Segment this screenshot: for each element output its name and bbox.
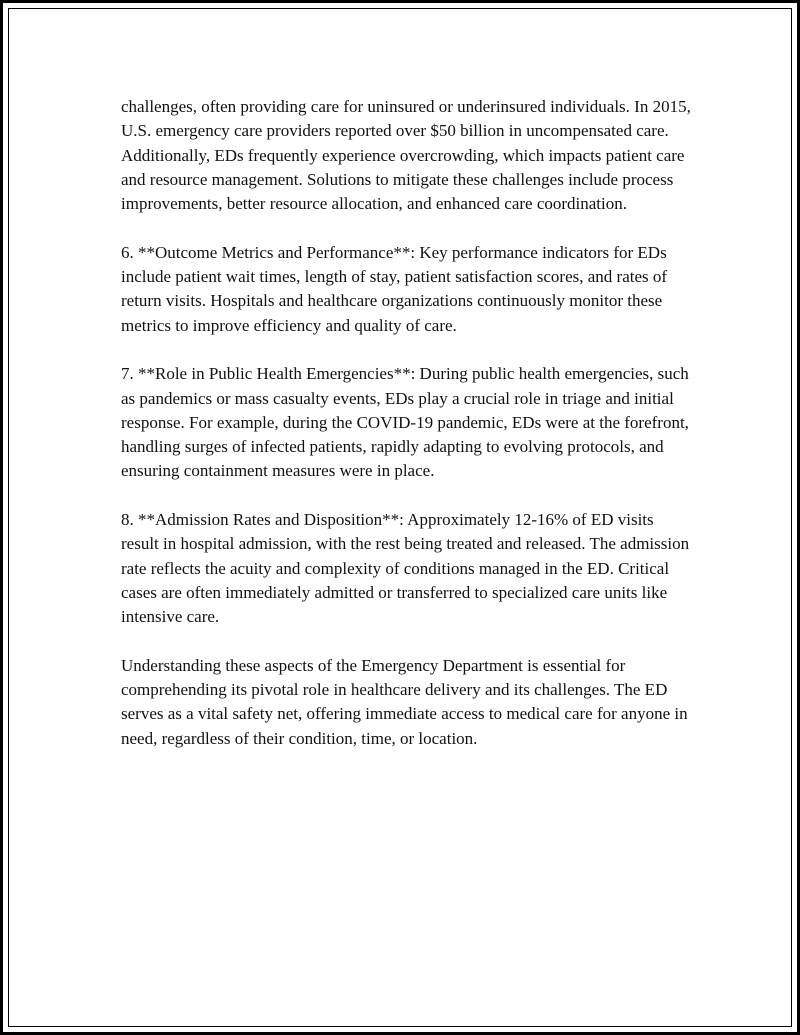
- paragraph-public-health: 7. **Role in Public Health Emergencies**: During public health emergencies, such as pandemics or mass casualty events, EDs play a crucial role in triage and initial response. For example, during the COVID-19 pandemic, EDs were at the forefront, handling surges of infected patients, rapidly adapting to evolving protocols, and ensuring containment measures were in place.: [121, 364, 689, 481]
- paragraph-conclusion: Understanding these aspects of the Emergency Department is essential for comprehending its pivotal role in healthcare delivery and its challenges. The ED serves as a vital safety net, offering immediate access to medical care for anyone in need, regardless of their condition, time, or location.: [121, 655, 688, 748]
- paragraph-outcome-metrics: 6. **Outcome Metrics and Performance**: Key performance indicators for EDs include patient wait times, length of stay, patient satisfaction scores, and rates of return visits. Hospitals and healthcare organizations continuously monitor these metrics to improve efficiency and quality of care.: [121, 242, 668, 335]
- document-body: [121, 95, 691, 775]
- paragraph-challenges: challenges, often providing care for uninsured or underinsured individuals. In 2015, U.S. emergency care providers reported over $50 billion in uncompensated care. Additionally, EDs frequently experience overcrowding, which impacts patient care and resource management. Solutions to mitigate these challenges include process improvements, better resource allocation, and enhanced care coordination.: [121, 97, 691, 214]
- paragraph-admission-rates: 8. **Admission Rates and Disposition**: Approximately 12-16% of ED visits result in hospital admission, with the rest being treated and released. The admission rate reflects the acuity and complexity of conditions managed in the ED. Critical cases are often immediately admitted or transferred to specialized care units like intensive care.: [121, 510, 690, 627]
